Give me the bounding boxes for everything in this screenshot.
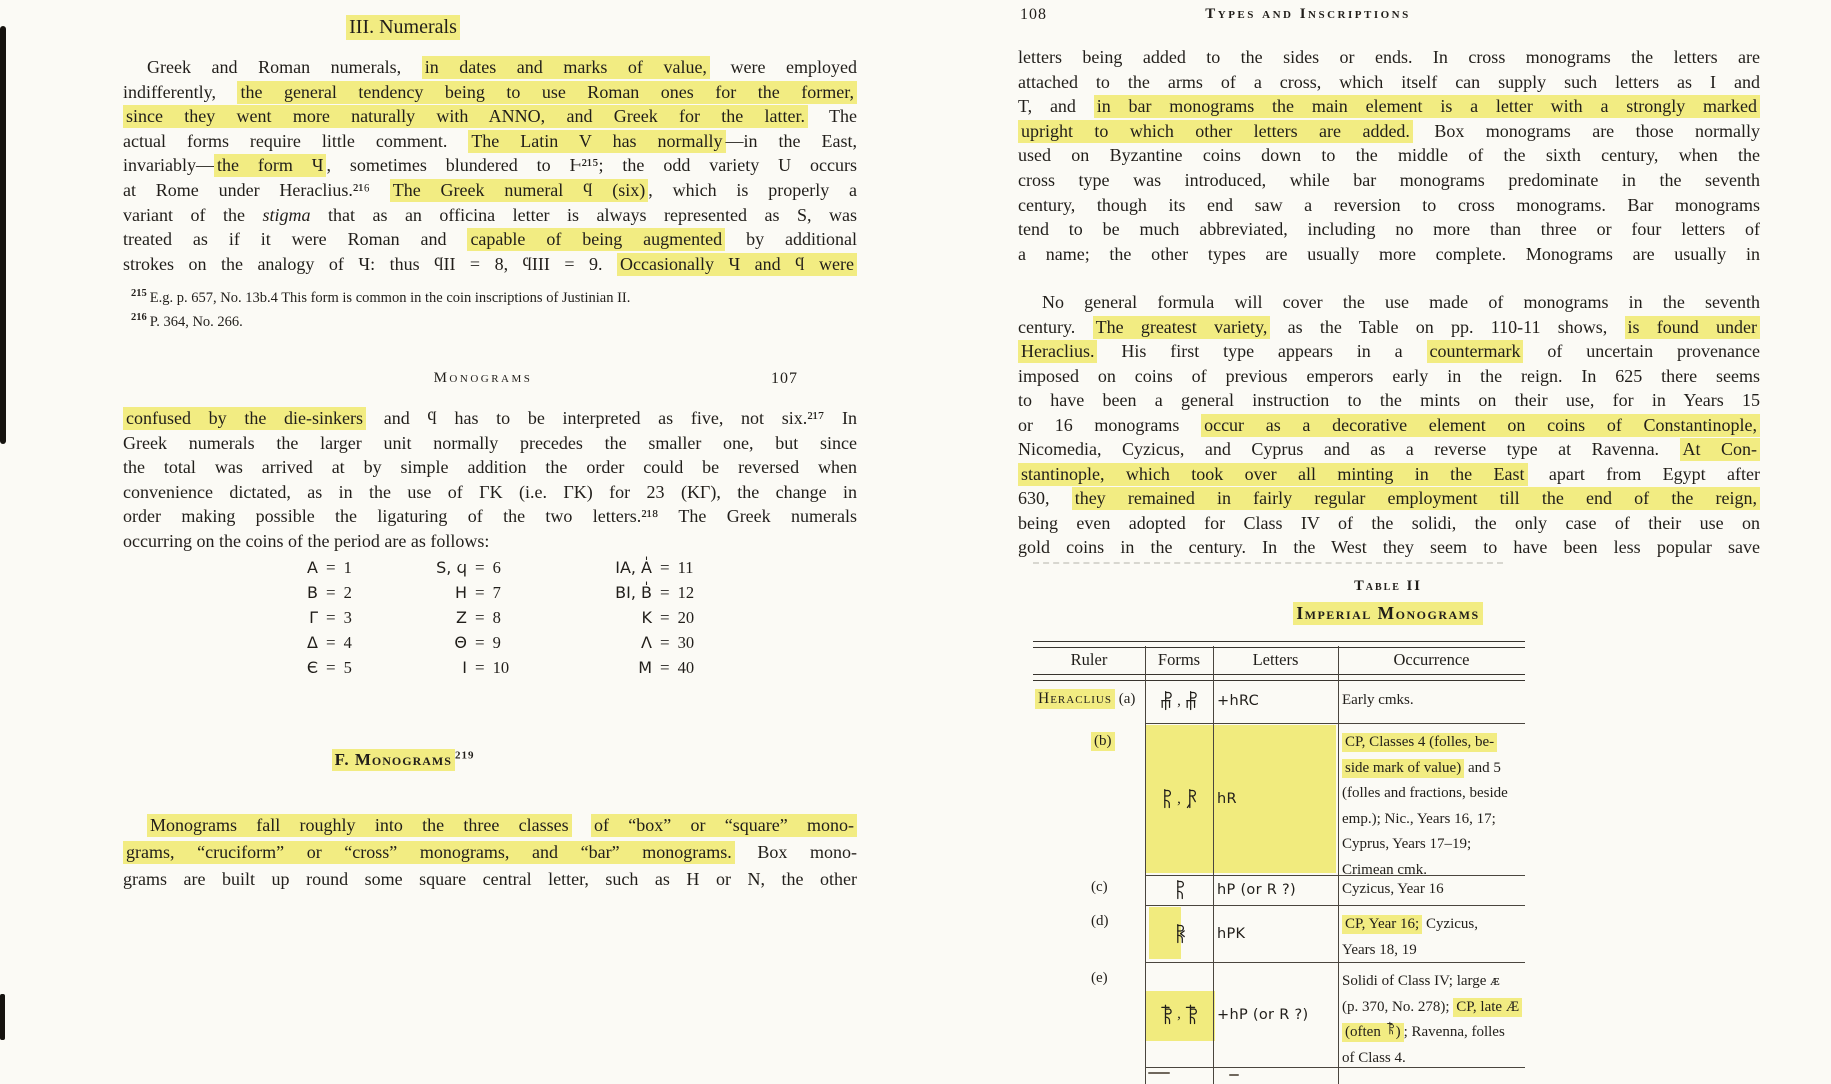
forms-cell [1145,679,1213,723]
scan-dash-artifact [1229,1074,1239,1076]
text-line: variant of the stigma that as an officina letter is always represented as S, was [123,204,857,225]
equals-sign: = [475,658,485,677]
row-label: (b) [1091,732,1115,751]
numeral-row [560,608,694,633]
table-column-divider [1338,646,1339,1084]
highlighted-text: since they went more naturally with ANNO, and Greek for the latter. [123,105,808,128]
highlighted-text: stantinople, which took over all minting in the East [1018,463,1528,486]
column-header-ruler: Ruler [1070,650,1108,669]
highlighted-text: the form Ч [214,154,327,177]
scan-edge-artifact [0,26,6,444]
forms-cell [1145,723,1213,875]
numeral-symbol: IA, A̍ [615,558,652,577]
occurrence-line: Years 18, 19 [1342,941,1417,958]
occurrence-line: of Class 4. [1342,1049,1406,1066]
equals-sign: = [660,558,670,577]
numeral-row [560,658,694,683]
highlighted-text: in dates and marks of value, [422,56,710,79]
numeral-symbol: I [462,658,467,677]
text-line: indifferently, the general tendency being to use Roman ones for the former, [123,80,857,105]
numeral-value: 40 [677,658,695,677]
text-line: a name; the other types are usually more complete. Monograms are usually in [1018,243,1760,264]
highlighted-text: CP, Year 16; [1342,915,1422,934]
running-head [123,370,857,390]
text-line: convenience dictated, as in the use of ΓΚ (i.e. ΓΚ) for 23 (ΚΓ), the change in [123,481,857,502]
equals-sign: = [660,633,670,652]
letters-cell: +hRC [1217,693,1260,709]
running-head-title: Monograms [433,370,533,386]
highlighted-text: The Latin V has normally [468,130,725,153]
equals-sign: = [475,583,485,602]
numeral-symbol: B [307,583,318,602]
paragraph-heraclius-monograms [1018,290,1760,560]
letters-cell: hR [1217,791,1237,807]
occurrence-line: Solidi of Class IV; large ᴁ [1342,973,1500,989]
text-line: grams are built up round some square central letter, such as H or N, the other [123,869,857,889]
numeral-value: 10 [492,658,510,677]
numeral-symbol: S, ϥ [436,558,467,577]
numeral-symbol: K [641,608,652,627]
text-line: cross type was introduced, while bar monograms predominate in the seventh [1018,169,1760,190]
highlighted-heading-text: F. Monograms [332,749,455,771]
highlighted-text: grams, “cruciform” or “cross” monograms, and “bar” monograms. [123,841,735,864]
text-line: at Rome under Heraclius.²¹⁶ The Greek numeral ϥ (six) , which is properly a [123,179,857,200]
numeral-value: 8 [492,608,501,627]
text-line: to have been a general instruction to the mints on their use, for in Years 15 [1018,390,1760,410]
running-head-title: Types and Inscriptions [1205,6,1411,22]
equals-sign: = [326,658,336,677]
numerals-column [560,558,694,683]
numeral-symbol: Δ [307,633,318,652]
text-line: stantinople, which took over all minting in the East apart from Egypt after [1018,462,1760,487]
highlighted-text: confused by the die-sinkers [123,407,366,430]
numeral-value: 3 [343,608,352,627]
text-line: imposed on coins of previous emperors early in the reign. In 625 there seems [1018,365,1760,386]
occurrence-line [1342,730,1525,756]
highlighted-text: Monograms fall roughly into the three classes [147,814,572,837]
forms-cell [1145,905,1213,962]
section-title-numerals [123,16,683,39]
text-line: century, though its end saw a reversion to cross monograms. Bar monograms [1018,194,1760,215]
text-line: Greek and Roman numerals, in dates and marks of value, were employed [147,57,858,77]
letters-cell: +hP (or R ?) [1217,1006,1309,1023]
ruler-name: Heraclius [1035,689,1115,709]
glyph-separator: , [1177,790,1181,807]
numeral-value: 6 [492,558,501,577]
text-line: Heraclius. His first type appears in a countermark of uncertain provenance [1018,339,1760,364]
numeral-value: 11 [677,558,694,577]
mg-hr2-monogram-icon [1183,788,1200,810]
numeral-row [405,558,509,583]
text-line: order making possible the ligaturing of the two letters.²¹⁸ The Greek numerals [123,506,857,527]
text-line: No general formula will cover the use made of monograms in the seventh [1042,292,1760,312]
numeral-value: 7 [492,583,501,602]
equals-sign: = [326,633,336,652]
forms-cell [1145,875,1213,905]
numeral-row [288,583,352,608]
paragraph-numerals [123,55,857,276]
text-line [123,812,857,839]
numeral-symbol: Γ [309,608,318,627]
highlighted-text: CP, late Æ [1453,998,1522,1017]
numerals-column [405,558,509,683]
equals-sign: = [475,633,485,652]
table-column-divider [1213,646,1214,1084]
numeral-symbol: Λ [641,633,652,652]
mg-hr-monogram-icon [1158,788,1175,810]
occurrence-line: (often ) ; Ravenna, folles [1342,1020,1525,1046]
numeral-row [288,658,352,683]
highlighted-text: is found under [1625,316,1761,339]
text-line: actual forms require little comment. The Latin V has normally —in the East, [123,130,857,151]
text-line: Greek numerals the larger unit normally precedes the smaller one, but since [123,432,857,453]
text-line: or 16 monograms occur as a decorative element on coins of Constantinople, [1018,413,1760,438]
highlighted-text: they remained in fairly regular employment till the end of the reign, [1072,487,1760,510]
footnote-number: 216 [131,312,147,324]
italic-text: stigma [262,204,311,225]
occurrence-cell [1342,905,1525,962]
text-line: confused by the die-sinkers and ϥ has to be interpreted as five, not six.²¹⁷ In [123,406,857,431]
text-line: strokes on the analogy of Ч: thus ϥII = 8, ϥIII = 9. Occasionally Ч and ϥ were [123,252,857,277]
equals-sign: = [660,608,670,627]
page-number: 107 [771,370,798,387]
numeral-value: 2 [343,583,352,602]
text-line: T, and in bar monograms the main element is a letter with a strongly marked [1018,94,1760,119]
table-subcaption [1018,603,1758,624]
text-line: century. The greatest variety, as the Table on pp. 110-11 shows, is found under [1018,315,1760,340]
paragraph-greek-numerals [123,406,857,554]
occurrence-cell [1342,962,1525,1067]
numeral-symbol: Є [306,658,318,677]
highlighted-text: occur as a decorative element on coins of Constantinople, [1201,414,1760,437]
left-page [123,0,857,1084]
footnote-reference: 219 [454,749,475,762]
paragraph-monogram-classes [123,812,857,893]
highlighted-text: At Con- [1680,438,1760,461]
highlighted-title-text: III. Numerals [346,15,460,40]
equals-sign: = [326,558,336,577]
text-line: the total was arrived at by simple addition the order could be reversed when [123,457,857,478]
mg-hp-bar-monogram-icon [1158,1004,1175,1026]
occurrence-cell [1342,679,1525,723]
glyph-separator: , [1177,692,1181,709]
occurrence-line: CP, Year 16; Cyzicus, [1342,912,1525,938]
column-header-forms: Forms [1157,650,1201,669]
footnote-number: 215 [131,288,147,299]
mg-hp-monogram-icon [1171,879,1188,901]
occurrence-line: Crimean cmk. [1342,861,1427,878]
equals-sign: = [660,583,670,602]
table-caption: Table II [1354,578,1422,594]
occurrence-line: Cyzicus, Year 16 [1342,881,1444,898]
numeral-symbol: A [307,558,318,577]
text-line: 630, they remained in fairly regular employment till the end of the reign, [1018,486,1760,511]
mg-hp-bar2-monogram-icon [1183,1004,1200,1026]
occurrence-cell [1342,875,1525,905]
numeral-row [288,558,352,583]
footnote: $^{215}$ E.g. p. 657, No. 13b.4 This form is common in the coin inscriptions of Justinian II. [131,288,631,306]
text-line: invariably— the form Ч , sometimes blundered to Ⱶ²¹⁵; the odd variety U occurs [123,155,857,176]
highlighted-subcaption-text: Imperial Monograms [1293,602,1482,625]
footnotes [131,284,851,333]
ruler-cell: Heraclius (a) [1035,690,1143,708]
text-line: gold coins in the century. In the West they seem to have been less popular save [1018,537,1760,557]
numeral-symbol: Θ [454,633,467,652]
numeral-value: 30 [677,633,695,652]
text-line: used on Byzantine coins down to the middle of the sixth century, when the [1018,145,1760,166]
numeral-row [405,583,509,608]
right-page [1018,0,1778,1084]
equals-sign: = [660,658,670,677]
ruler-label-cell [1091,913,1135,930]
table-top-rule [1033,641,1525,648]
numeral-symbol: H [454,583,467,602]
imperial-monograms-table [1033,641,1525,1084]
ruler-label-cell [1091,970,1135,987]
mg-cross-monogram-icon [1183,690,1200,712]
section-heading-monograms [123,750,683,770]
row-label: (c) [1091,879,1108,895]
occurrence-line: emp.); Nic., Years 16, 17; [1342,810,1496,827]
numeral-value: 5 [343,658,352,677]
highlighted-text: (often ) [1342,1023,1404,1042]
numeral-value: 20 [677,608,695,627]
highlighted-text: in bar monograms the main element is a letter with a strongly marked [1094,95,1760,118]
glyph-separator: , [1177,1006,1181,1022]
text-line: Nicomedia, Cyzicus, and Cyprus and as a reverse type at Ravenna. At Con- [1018,437,1760,462]
numeral-value: 9 [492,633,501,652]
page-number: 108 [1020,6,1047,23]
numeral-row [405,608,509,633]
greek-numerals-table [123,558,857,688]
occurrence-line: Cyprus, Years 17–19; [1342,836,1472,852]
ruler-label-cell [1091,879,1135,896]
text-line: occurring on the coins of the period are as follows: [123,530,490,551]
text-line: grams, “cruciform” or “cross” monograms, and “bar” monograms. Box mono- [123,839,857,866]
numeral-symbol: BI, B̍ [615,583,652,602]
text-line: tend to be much abbreviated, including no more than three or four letters of [1018,219,1760,240]
highlighted-text: CP, Classes 4 (folles, be- [1342,733,1497,752]
mg-hp-bar-monogram-icon [1385,1021,1396,1036]
highlighted-text: The Greek numeral ϥ (six) [390,179,649,202]
row-label: (e) [1091,970,1108,986]
row-label: (d) [1091,913,1109,929]
occurrence-line: side mark of value) and 5 [1342,756,1525,782]
paragraph-monogram-types [1018,45,1760,266]
text-line: being even adopted for Class IV of the solidi, the only case of their use on [1018,512,1760,533]
highlighted-text: The greatest variety, [1093,316,1271,339]
ruler-label-cell [1091,733,1135,750]
forms-cell [1145,962,1213,1067]
highlighted-text: Heraclius. [1018,340,1097,363]
equals-sign: = [475,558,485,577]
scan-edge-artifact [0,994,5,1040]
numeral-row [288,633,352,658]
numeral-symbol: M [638,658,652,677]
numerals-column [288,558,352,683]
highlighted-text: upright to which other letters are added. [1018,120,1413,143]
numeral-row [560,583,694,608]
mg-hpk-monogram-icon [1171,923,1188,945]
numeral-row [405,633,509,658]
highlighted-text: capable of being augmented [467,228,725,251]
text-line: upright to which other letters are added. Box monograms are those normally [1018,119,1760,144]
scan-smudge-artifact [1033,562,1503,564]
numeral-value: 12 [677,583,695,602]
occurrence-line: Early cmks. [1342,692,1414,709]
column-header-letters: Letters [1252,650,1299,669]
highlighted-text: of “box” or “square” mono- [591,814,857,837]
letters-cell: hPK [1217,925,1246,942]
letters-cell: hP (or R ?) [1217,882,1296,898]
occurrence-cell [1342,723,1525,878]
occurrence-line: (p. 370, No. 278); CP, late Æ [1342,995,1525,1021]
highlighted-text: countermark [1427,340,1524,363]
numeral-row [288,608,352,633]
column-header-occurrence: Occurrence [1393,650,1470,669]
footnote: $^{216}$ P. 364, No. 266. [131,312,243,331]
occurrence-line: (folles and fractions, beside [1342,785,1508,801]
equals-sign: = [326,583,336,602]
text-line: attached to the arms of a cross, which itself can supply such letters as I and [1018,71,1760,92]
highlighted-text: side mark of value) [1342,759,1464,778]
numeral-value: 4 [343,633,352,652]
numeral-value: 1 [343,558,352,577]
text-line: since they went more naturally with ANNO, and Greek for the latter. The [123,104,857,129]
highlighted-text: the general tendency being to use Roman ones for the former, [237,81,857,104]
equals-sign: = [326,608,336,627]
highlighted-text: Occasionally Ч and ϥ were [617,253,857,276]
running-head [1018,6,1760,28]
scan-dash-artifact [1148,1072,1170,1074]
numeral-row [560,558,694,583]
text-line: letters being added to the sides or ends. In cross monograms the letters are [1018,47,1760,67]
text-line: treated as if it were Roman and capable of being augmented by additional [123,229,858,250]
mg-cross-monogram-icon [1158,690,1175,712]
equals-sign: = [475,608,485,627]
numeral-symbol: Z [456,608,467,627]
numeral-row [560,633,694,658]
numeral-row [405,658,509,683]
